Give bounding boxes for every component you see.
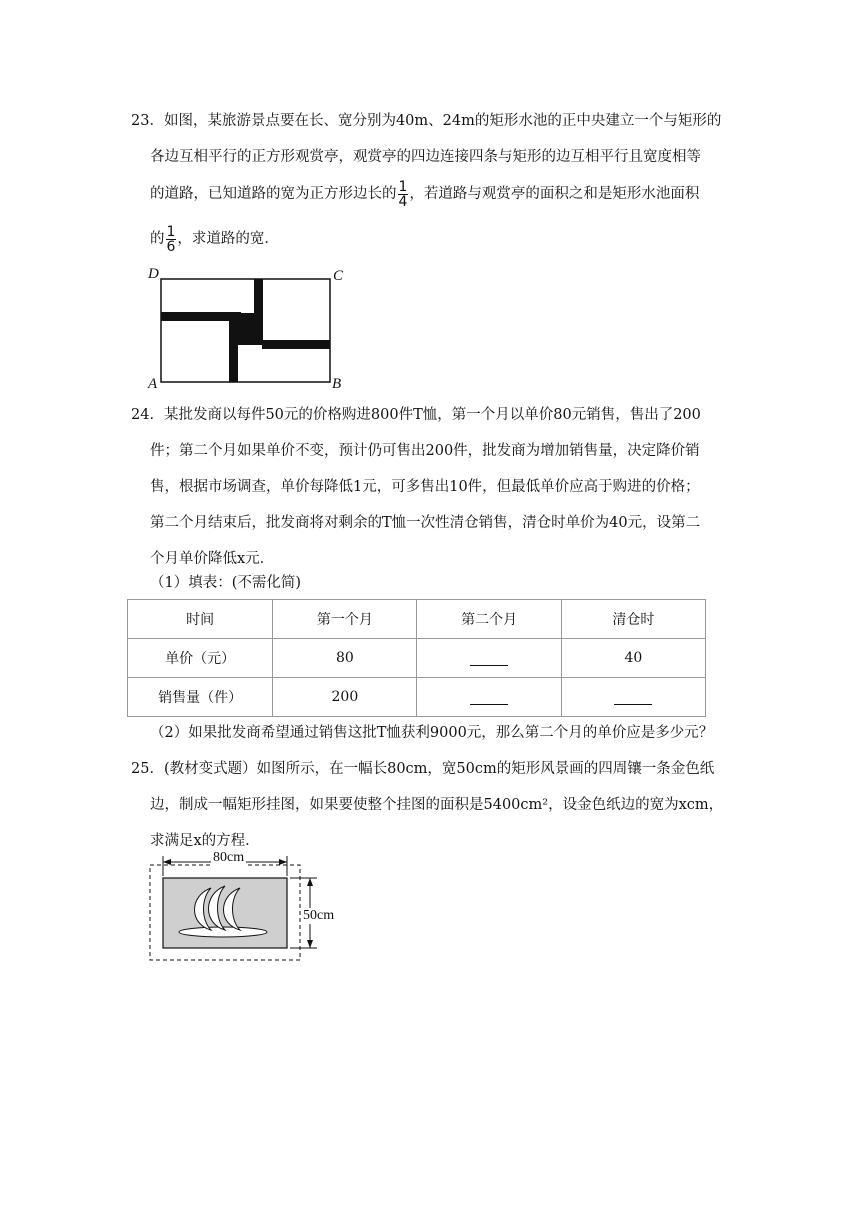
table-cell-blank <box>561 678 705 717</box>
table-cell-blank <box>417 678 561 717</box>
vertex-label-c: C <box>333 268 344 284</box>
vertex-label-b: B <box>332 376 342 392</box>
price-sales-table <box>127 599 706 717</box>
fraction-one-sixth <box>166 225 177 254</box>
width-label: 80cm <box>213 850 245 865</box>
fraction-one-quarter <box>398 180 409 209</box>
q25-line-1: 25．(教材变式题）如图所示，在一幅长80cm，宽50cm的矩形风景画的四周镶一条金色纸 <box>131 761 715 777</box>
q25-line-3: 求满足x的方程． <box>150 833 260 849</box>
table-header-cell: 第二个月 <box>417 600 561 639</box>
road-right <box>262 340 330 349</box>
pool-figure <box>150 268 340 393</box>
q24-part-1: （1）填表：(不需化简) <box>150 575 302 591</box>
q23-line-3-start: 的道路，已知道路的宽为正方形边长的 <box>150 186 397 202</box>
fraction-denominator: 4 <box>398 193 408 210</box>
table-row <box>128 639 706 678</box>
table-cell: 40 <box>561 639 705 678</box>
q24-line-4: 第二个月结束后，批发商将对剩余的T恤一次性清仓销售，清仓时单价为40元，设第二 <box>150 515 701 531</box>
q23-line-4-end: ，求道路的宽． <box>177 231 279 247</box>
q24-line-1: 24．某批发商以每件50元的价格购进800件T恤，第一个月以单价80元销售，售出了200 <box>131 407 701 423</box>
q25-line-2: 边，制成一幅矩形挂图，如果要使整个挂图的面积是5400cm²，设金色纸边的宽为xcm， <box>150 797 724 813</box>
answer-blank <box>470 651 508 666</box>
answer-blank <box>614 690 652 705</box>
fraction-denominator: 6 <box>166 238 176 255</box>
vertex-label-d: D <box>148 266 159 282</box>
table-cell: 200 <box>273 678 417 717</box>
q24-line-5: 个月单价降低x元． <box>150 551 275 567</box>
q23-line-3 <box>150 176 699 212</box>
table-row <box>128 678 706 717</box>
q23-line-1: 23．如图，某旅游景点要在长、宽分别为40m、24m的矩形水池的正中央建立一个与矩形的 <box>131 113 722 129</box>
fraction-numerator: 1 <box>166 223 176 240</box>
table-cell: 销售量（件） <box>128 678 273 717</box>
table-header-row <box>128 600 706 639</box>
q23-line-4-start: 的 <box>150 231 165 247</box>
vertex-label-a: A <box>148 376 158 392</box>
q24-line-3: 售，根据市场调查，单价每降低1元，可多售出10件，但最低单价应高于购进的价格； <box>150 479 700 495</box>
q23-line-4 <box>150 221 279 257</box>
fraction-numerator: 1 <box>398 178 408 195</box>
q23-line-3-end: ，若道路与观赏亭的面积之和是矩形水池面积 <box>409 186 700 202</box>
q24-line-2: 件；第二个月如果单价不变，预计仍可售出200件，批发商为增加销售量，决定降价销 <box>150 443 700 459</box>
pavilion-square <box>229 313 263 345</box>
road-bottom <box>229 344 238 382</box>
q24-part-2: （2）如果批发商希望通过销售这批T恤获利9000元，那么第二个月的单价应是多少元？ <box>150 725 714 741</box>
table-header-cell: 时间 <box>128 600 273 639</box>
table-cell: 单价（元） <box>128 639 273 678</box>
table-cell: 80 <box>273 639 417 678</box>
road-top <box>254 279 263 313</box>
table-cell-blank <box>417 639 561 678</box>
table-header-cell: 第一个月 <box>273 600 417 639</box>
q23-line-2: 各边互相平行的正方形观赏亭，观赏亭的四边连接四条与矩形的边互相平行且宽度相等 <box>150 149 701 165</box>
height-label: 50cm <box>303 908 335 923</box>
answer-blank <box>470 690 508 705</box>
table-header-cell: 清仓时 <box>561 600 705 639</box>
